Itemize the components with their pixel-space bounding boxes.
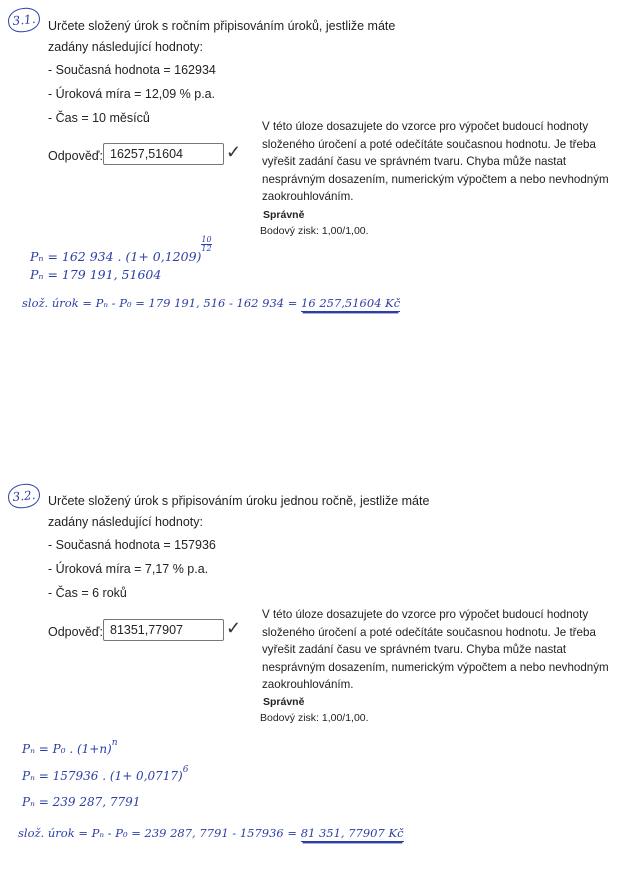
given-values bbox=[48, 58, 216, 130]
exponent: 6 bbox=[182, 765, 189, 775]
check-icon: ✓ bbox=[226, 618, 242, 638]
prompt-line: zadány následující hodnoty: bbox=[48, 40, 203, 54]
exponent-denominator: 12 bbox=[201, 244, 212, 253]
feedback-line: V této úloze dosazujete do vzorce pro výpočet budoucí hodnoty bbox=[262, 120, 589, 133]
prompt-line: Určete složený úrok s ročním připisováním úroků, jestliže máte bbox=[48, 19, 396, 33]
prompt-line: zadány následující hodnoty: bbox=[48, 515, 203, 529]
result-status: Správně bbox=[263, 696, 305, 708]
feedback-line: složeného úročení a poté odečítáte současnou hodnotu. Je třeba bbox=[262, 625, 596, 639]
given-values bbox=[48, 533, 216, 605]
handwritten-formula bbox=[30, 236, 212, 264]
handwritten-final-answer: 16 257,51604 Kč bbox=[301, 296, 401, 310]
given-interest-rate: - Úroková míra = 7,17 % p.a. bbox=[48, 562, 209, 576]
feedback-line: vyřešit zadání času ve správném tvaru. Chyba může nastat bbox=[262, 155, 567, 168]
result-status: Správně bbox=[263, 209, 305, 221]
handwritten-text: Pₙ = 162 934 . (1+ 0,1209) bbox=[30, 249, 202, 264]
handwritten-text: slož. úrok = Pₙ - P₀ = 239 287, 7791 - 157936 = bbox=[18, 826, 298, 840]
prompt-line: Určete složený úrok s připisováním úroku jednou ročně, jestliže máte bbox=[48, 494, 430, 508]
exponent-numerator: 10 bbox=[201, 235, 212, 244]
question-prompt bbox=[48, 16, 395, 58]
feedback-line: vyřešit zadání času ve správném tvaru. Chyba může nastat bbox=[262, 643, 567, 656]
feedback-text bbox=[262, 118, 622, 206]
handwritten-interest bbox=[18, 826, 404, 840]
feedback-line: složeného úročení a poté odečítáte současnou hodnotu. Je třeba bbox=[262, 137, 596, 151]
question-number-badge: 3.2. bbox=[7, 482, 41, 509]
given-present-value: - Současná hodnota = 157936 bbox=[48, 538, 216, 552]
given-time: - Čas = 6 roků bbox=[48, 586, 127, 600]
handwritten-formula bbox=[22, 738, 118, 756]
given-present-value: - Současná hodnota = 162934 bbox=[48, 63, 216, 77]
answer-input[interactable]: 16257,51604 bbox=[103, 143, 224, 165]
handwritten-interest bbox=[22, 296, 400, 310]
question-number-badge: 3.1. bbox=[7, 6, 41, 33]
exponent-fraction bbox=[201, 236, 211, 253]
feedback-line: zaokrouhlováním. bbox=[262, 678, 354, 691]
handwritten-substitution bbox=[22, 765, 188, 783]
handwritten-text: Pₙ = P₀ . (1+n) bbox=[22, 742, 112, 756]
feedback-line: V této úloze dosazujete do vzorce pro výpočet budoucí hodnoty bbox=[262, 608, 589, 621]
given-time: - Čas = 10 měsíců bbox=[48, 111, 150, 125]
score-text: Bodový zisk: 1,00/1,00. bbox=[260, 712, 369, 724]
answer-label: Odpověď: bbox=[48, 625, 103, 639]
feedback-line: zaokrouhlováním. bbox=[262, 190, 354, 203]
answer-label: Odpověď: bbox=[48, 149, 103, 163]
handwritten-text: slož. úrok = Pₙ - P₀ = 179 191, 516 - 162 934 = bbox=[22, 296, 298, 310]
answer-input[interactable]: 81351,77907 bbox=[103, 619, 224, 641]
feedback-line: nesprávným dosazením, numerickým výpočtem a nebo nevhodným bbox=[262, 172, 609, 186]
handwritten-result: Pₙ = 179 191, 51604 bbox=[30, 267, 162, 282]
given-interest-rate: - Úroková míra = 12,09 % p.a. bbox=[48, 87, 216, 101]
handwritten-final-answer: 81 351, 77907 Kč bbox=[300, 826, 404, 840]
check-icon: ✓ bbox=[226, 142, 242, 162]
score-text: Bodový zisk: 1,00/1,00. bbox=[260, 225, 369, 237]
feedback-text bbox=[262, 606, 622, 694]
exponent: n bbox=[111, 738, 118, 748]
handwritten-result: Pₙ = 239 287, 7791 bbox=[22, 795, 141, 809]
feedback-line: nesprávným dosazením, numerickým výpočtem a nebo nevhodným bbox=[262, 660, 609, 674]
handwritten-text: Pₙ = 157936 . (1+ 0,0717) bbox=[22, 769, 183, 783]
question-prompt bbox=[48, 491, 429, 533]
